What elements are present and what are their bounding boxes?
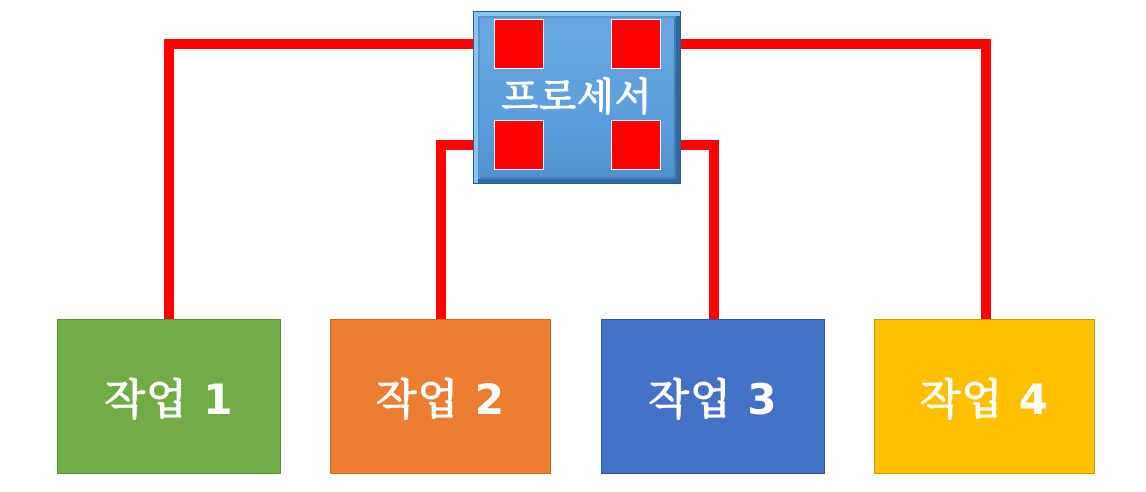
connector-task-1 — [169, 44, 519, 320]
task-box-1: 작업 1 — [57, 319, 281, 474]
processor-port-bottom-right — [611, 120, 661, 170]
processor-label: 프로세서 — [501, 75, 653, 119]
processor-port-top-right — [611, 19, 661, 69]
task-box-4: 작업 4 — [874, 319, 1095, 474]
processor-port-top-left — [494, 19, 544, 69]
task-box-3: 작업 3 — [601, 319, 825, 474]
connector-task-4 — [636, 44, 986, 320]
processor-port-bottom-left — [494, 120, 544, 170]
task-box-2: 작업 2 — [330, 319, 551, 474]
